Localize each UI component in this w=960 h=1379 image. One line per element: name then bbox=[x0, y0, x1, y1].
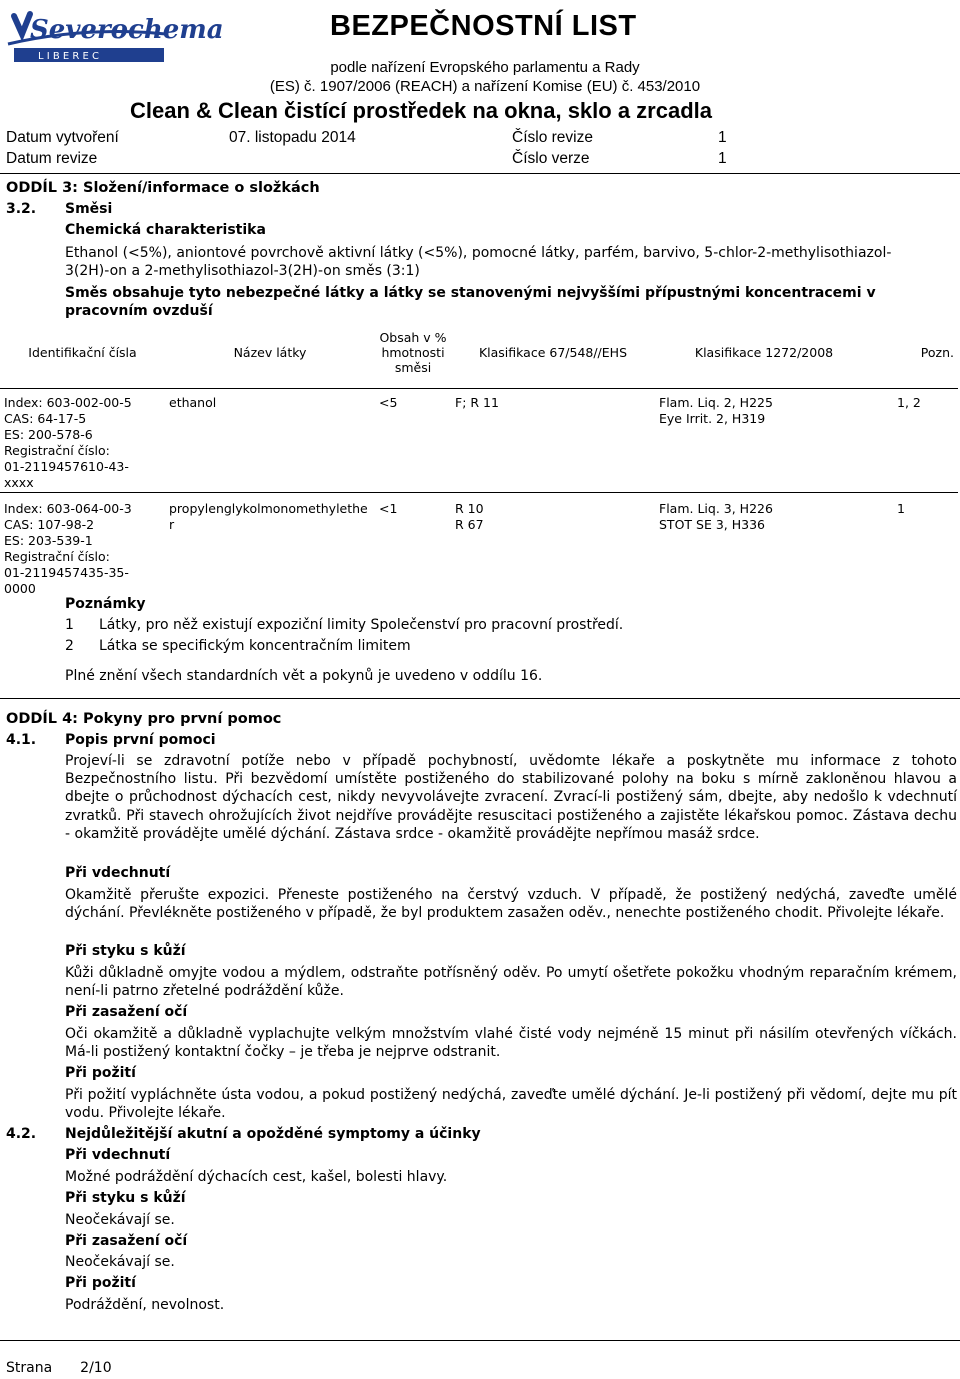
cell-ids bbox=[0, 388, 165, 492]
note-number: 2 bbox=[65, 638, 74, 654]
symptoms-skin-text: Neočekávají se. bbox=[65, 1212, 175, 1228]
symptoms-eye-text: Neočekávají se. bbox=[65, 1254, 175, 1270]
cell-content: <5 bbox=[379, 394, 398, 410]
version-number-value: 1 bbox=[718, 150, 727, 167]
class-67-line: F; R 11 bbox=[455, 394, 499, 410]
table-row bbox=[0, 493, 958, 597]
symptoms-ingestion-title: Při požití bbox=[65, 1275, 136, 1291]
page-indicator bbox=[6, 1360, 112, 1376]
subsection-4-1-number: 4.1. bbox=[6, 732, 37, 748]
header-ids: Identifikační čísla bbox=[0, 318, 165, 388]
created-label: Datum vytvoření bbox=[6, 129, 119, 146]
revision-number-label: Číslo revize bbox=[512, 129, 593, 146]
regulation-line-1: podle nařízení Evropského parlamentu a Rady bbox=[330, 59, 640, 76]
id-line: 0000 bbox=[4, 580, 36, 596]
id-line: xxxx bbox=[4, 474, 34, 490]
header-class-67: Klasifikace 67/548//EHS bbox=[451, 318, 655, 388]
cell-name: propylenglykolmonomethylethe r bbox=[169, 500, 368, 532]
footer-divider bbox=[0, 1340, 960, 1341]
ingestion-title: Při požití bbox=[65, 1065, 136, 1081]
regulation-text bbox=[225, 58, 745, 96]
symptoms-skin-title: Při styku s kůží bbox=[65, 1190, 186, 1206]
cell-ids bbox=[0, 493, 165, 597]
cell-class-67 bbox=[451, 388, 655, 492]
section-3-title: ODDÍL 3: Složení/informace o složkách bbox=[6, 180, 320, 196]
product-name: Clean & Clean čistící prostředek na okna, sklo a zrcadla bbox=[130, 98, 713, 123]
class-67-line: R 10 bbox=[455, 500, 484, 516]
skin-contact-text: Kůži důkladně omyjte vodou a mýdlem, odstraňte potřísněný oděv. Po umytí ošetřete pokožku vhodným reparačním krémem, není-li patrno zřetelné podráždění kůže. bbox=[65, 965, 957, 1000]
id-line: 01-2119457610-43- bbox=[4, 458, 129, 474]
subsection-4-2-title: Nejdůležitější akutní a opožděné symptomy a účinky bbox=[65, 1126, 481, 1142]
section-4-title: ODDÍL 4: Pokyny pro první pomoc bbox=[6, 711, 282, 727]
id-line: 01-2119457435-35- bbox=[4, 564, 129, 580]
cell-name: ethanol bbox=[169, 394, 217, 410]
symptoms-inhalation-text: Možné podráždění dýchacích cest, kašel, bolesti hlavy. bbox=[65, 1169, 448, 1185]
class-67-line: R 67 bbox=[455, 516, 484, 532]
subsection-3-2-title: Směsi bbox=[65, 201, 113, 217]
id-line: Index: 603-002-00-5 bbox=[4, 394, 132, 410]
note-text: Látka se specifickým koncentračním limitem bbox=[99, 638, 411, 654]
created-value: 07. listopadu 2014 bbox=[229, 129, 356, 146]
header-note: Pozn. bbox=[873, 318, 958, 388]
cell-content: <1 bbox=[379, 500, 398, 516]
page-number: 2/10 bbox=[80, 1360, 112, 1376]
company-logo bbox=[6, 4, 224, 82]
class-1272-line: Eye Irrit. 2, H319 bbox=[659, 410, 766, 426]
class-1272-line: Flam. Liq. 2, H225 bbox=[659, 394, 773, 410]
chemical-characteristic-text: Ethanol (<5%), aniontové povrchově aktivní látky (<5%), pomocné látky, parfém, barvivo, 5-chlor-2-methylisothiazol-3(2H)-on a 2-methylisothiazol-3(2H)-on směs (3:1) bbox=[65, 245, 892, 280]
header-content: Obsah v % hmotnosti směsi bbox=[375, 318, 451, 388]
skin-contact-title: Při styku s kůží bbox=[65, 943, 186, 959]
eye-contact-text: Oči okamžitě a důkladně vyplachujte velkým množstvím vlahé čisté vody nejméně 15 minut při násilím otevřených víčkách. Má-li postižený kontaktní čočky – je třeba je nejprve odstranit. bbox=[65, 1026, 957, 1061]
note-text: Látky, pro něž existují expoziční limity Společenství pro pracovní prostředí. bbox=[99, 617, 624, 633]
full-text-note: Plné znění všech standardních vět a pokynů je uvedeno v oddílu 16. bbox=[65, 668, 543, 684]
document-title: BEZPEČNOSTNÍ LIST bbox=[330, 10, 637, 42]
page-label: Strana bbox=[6, 1360, 53, 1376]
cell-class-1272 bbox=[655, 493, 873, 597]
note-item bbox=[65, 638, 411, 654]
inhalation-title: Při vdechnutí bbox=[65, 865, 171, 881]
symptoms-eye-title: Při zasažení očí bbox=[65, 1233, 188, 1249]
cell-note: 1, 2 bbox=[897, 394, 921, 410]
logo-text: Severochema bbox=[30, 15, 224, 45]
logo-subtext: L I B E R E C bbox=[38, 51, 100, 62]
section-divider bbox=[0, 698, 960, 699]
symptoms-ingestion-text: Podráždění, nevolnost. bbox=[65, 1297, 225, 1313]
class-1272-line: Flam. Liq. 3, H226 bbox=[659, 500, 773, 516]
header-name: Název látky bbox=[165, 318, 375, 388]
table-header-row bbox=[0, 318, 958, 388]
regulation-line-2: (ES) č. 1907/2006 (REACH) a nařízení Komise (EU) č. 453/2010 bbox=[269, 78, 701, 95]
subsection-4-2-number: 4.2. bbox=[6, 1126, 37, 1142]
revision-number-value: 1 bbox=[718, 129, 727, 146]
ingestion-text: Při požití vypláchněte ústa vodou, a pokud postižený nedýchá, zaveďte umělé dýchání. Je-li postižený při vědomí, dejte mu pít vodu. Přivolejte lékaře. bbox=[65, 1087, 957, 1122]
revision-date-label: Datum revize bbox=[6, 150, 98, 167]
subsection-3-2-number: 3.2. bbox=[6, 201, 37, 217]
symptoms-inhalation-title: Při vdechnutí bbox=[65, 1147, 171, 1163]
composition-table bbox=[0, 318, 958, 597]
subsection-4-1-title: Popis první pomoci bbox=[65, 732, 216, 748]
id-line: CAS: 64-17-5 bbox=[4, 410, 87, 426]
cell-class-1272 bbox=[655, 388, 873, 492]
note-item bbox=[65, 617, 623, 633]
cell-class-67 bbox=[451, 493, 655, 597]
id-line: Registrační číslo: bbox=[4, 442, 110, 458]
class-1272-line: STOT SE 3, H336 bbox=[659, 516, 765, 532]
first-aid-description: Projeví-li se zdravotní potíže nebo v případě pochybností, uvědomte lékaře a poskytněte mu informace z tohoto Bezpečnostního listu. Při bezvědomí umístěte postiženého do stabilizované polohy na boku s mírně zakloněnou hlavou a dbejte o průchodnost dýchacích cest, nikdy nevyvolávejte zvracení. Zvrací-li postižený sám, dbejte, aby nedošlo k vdechnutí zvratků. Při stavech ohrožujících život nejdříve provádějte resuscitaci postiženého a zajistěte lékařskou pomoc. Zástava dechu - okamžitě provádějte umělé dýchání. Zástava srdce - okamžitě provádějte nepřímou masáž srdce. bbox=[65, 753, 957, 842]
id-line: ES: 203-539-1 bbox=[4, 532, 93, 548]
header-class-1272: Klasifikace 1272/2008 bbox=[655, 318, 873, 388]
header-divider bbox=[0, 173, 960, 174]
eye-contact-title: Při zasažení očí bbox=[65, 1004, 188, 1020]
cell-note: 1 bbox=[897, 500, 905, 516]
version-number-label: Číslo verze bbox=[512, 150, 590, 167]
chemical-characteristic-title: Chemická charakteristika bbox=[65, 222, 266, 238]
notes-title: Poznámky bbox=[65, 596, 146, 612]
hazardous-substances-statement: Směs obsahuje tyto nebezpečné látky a látky se stanovenými nejvyššími přípustnými koncentracemi v pracovním ovzduší bbox=[65, 285, 876, 320]
id-line: CAS: 107-98-2 bbox=[4, 516, 95, 532]
table-row bbox=[0, 388, 958, 492]
id-line: Index: 603-064-00-3 bbox=[4, 500, 132, 516]
inhalation-text: Okamžitě přerušte expozici. Přeneste postiženého na čerstvý vzduch. V případě, že postižený nedýchá, zaveďte umělé dýchání. Převlékněte postiženého v případě, že byl produktem zasažen oděv., nenechte postiženého chodit. Přivolejte lékaře. bbox=[65, 887, 957, 922]
id-line: ES: 200-578-6 bbox=[4, 426, 93, 442]
id-line: Registrační číslo: bbox=[4, 548, 110, 564]
note-number: 1 bbox=[65, 617, 74, 633]
